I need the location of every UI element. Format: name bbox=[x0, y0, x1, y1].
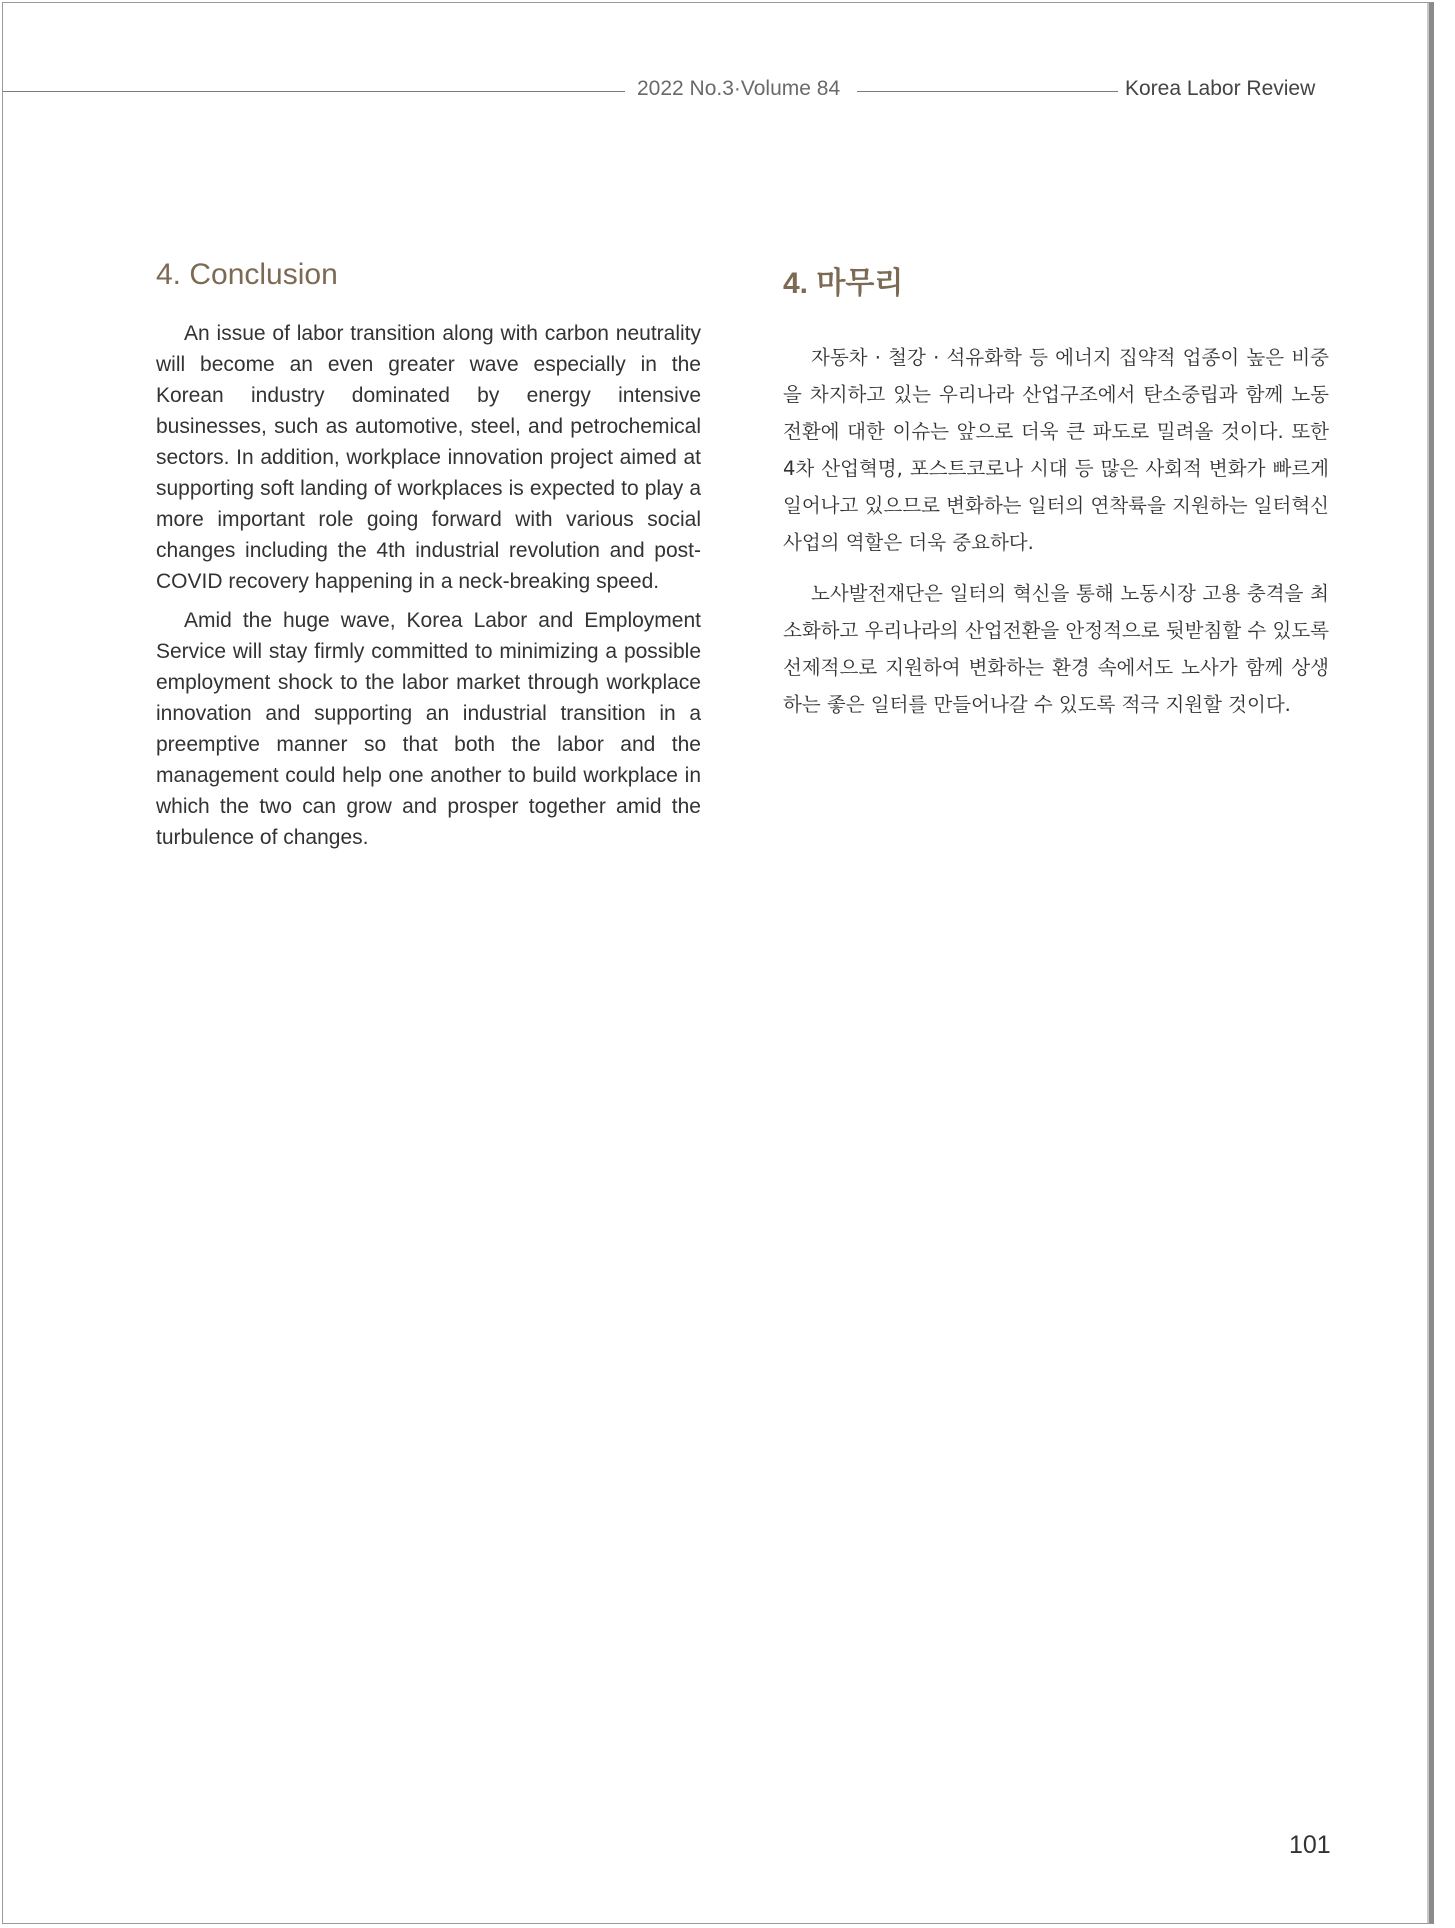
header-rule-right bbox=[857, 91, 1118, 92]
korean-paragraph-2: 노사발전재단은 일터의 혁신을 통해 노동시장 고용 충격을 최소화하고 우리나라의 산업전환을 안정적으로 뒷받침할 수 있도록 선제적으로 지원하여 변화하는 환경 속에서도 노사가 함께 상생하는 좋은 일터를 만들어나갈 수 있도록 적극 지원할 것이다. bbox=[783, 582, 1329, 716]
korean-paragraph-1: 자동차 · 철강 · 석유화학 등 에너지 집약적 업종이 높은 비중을 차지하고 있는 우리나라 산업구조에서 탄소중립과 함께 노동전환에 대한 이슈는 앞으로 더욱 큰 파도로 밀려올 것이다. 또한 4차 산업혁명, 포스트코로나 시대 등 많은 사회적 변화가 빠르게 일어나고 있으므로 변화하는 일터의 연착륙을 지원하는 일터혁신사업의 역할은 더욱 중요하다. bbox=[783, 346, 1329, 554]
korean-section-heading: 4. 마무리 bbox=[783, 267, 904, 300]
english-paragraph-2: Amid the huge wave, Korea Labor and Employment Service will stay firmly committed to minimizing a possible employment shock to the labor market through workplace innovation and supporting an industrial transition in a preemptive manner so that both the labor and the management could help one another to build workplace in which the two can grow and prosper together amid the turbulence of changes. bbox=[156, 609, 701, 849]
korean-column bbox=[783, 258, 1329, 737]
page-number: 101 bbox=[1289, 1831, 1331, 1859]
english-paragraph-1: An issue of labor transition along with carbon neutrality will become an even greater wave especially in the Korean industry dominated by energy intensive businesses, such as automotive, steel, and petrochemical sectors. In addition, workplace innovation project aimed at supporting soft landing of workplaces is expected to play a more important role going forward with various social changes including the 4th industrial revolution and post-COVID recovery happening in a neck-breaking speed. bbox=[156, 322, 701, 593]
header-rule-left bbox=[3, 91, 625, 92]
document-page bbox=[2, 2, 1434, 1924]
english-section-heading: 4. Conclusion bbox=[156, 258, 338, 291]
issue-label: 2022 No.3·Volume 84 bbox=[637, 77, 841, 100]
journal-title: Korea Labor Review bbox=[1125, 77, 1316, 100]
english-column bbox=[156, 258, 701, 861]
